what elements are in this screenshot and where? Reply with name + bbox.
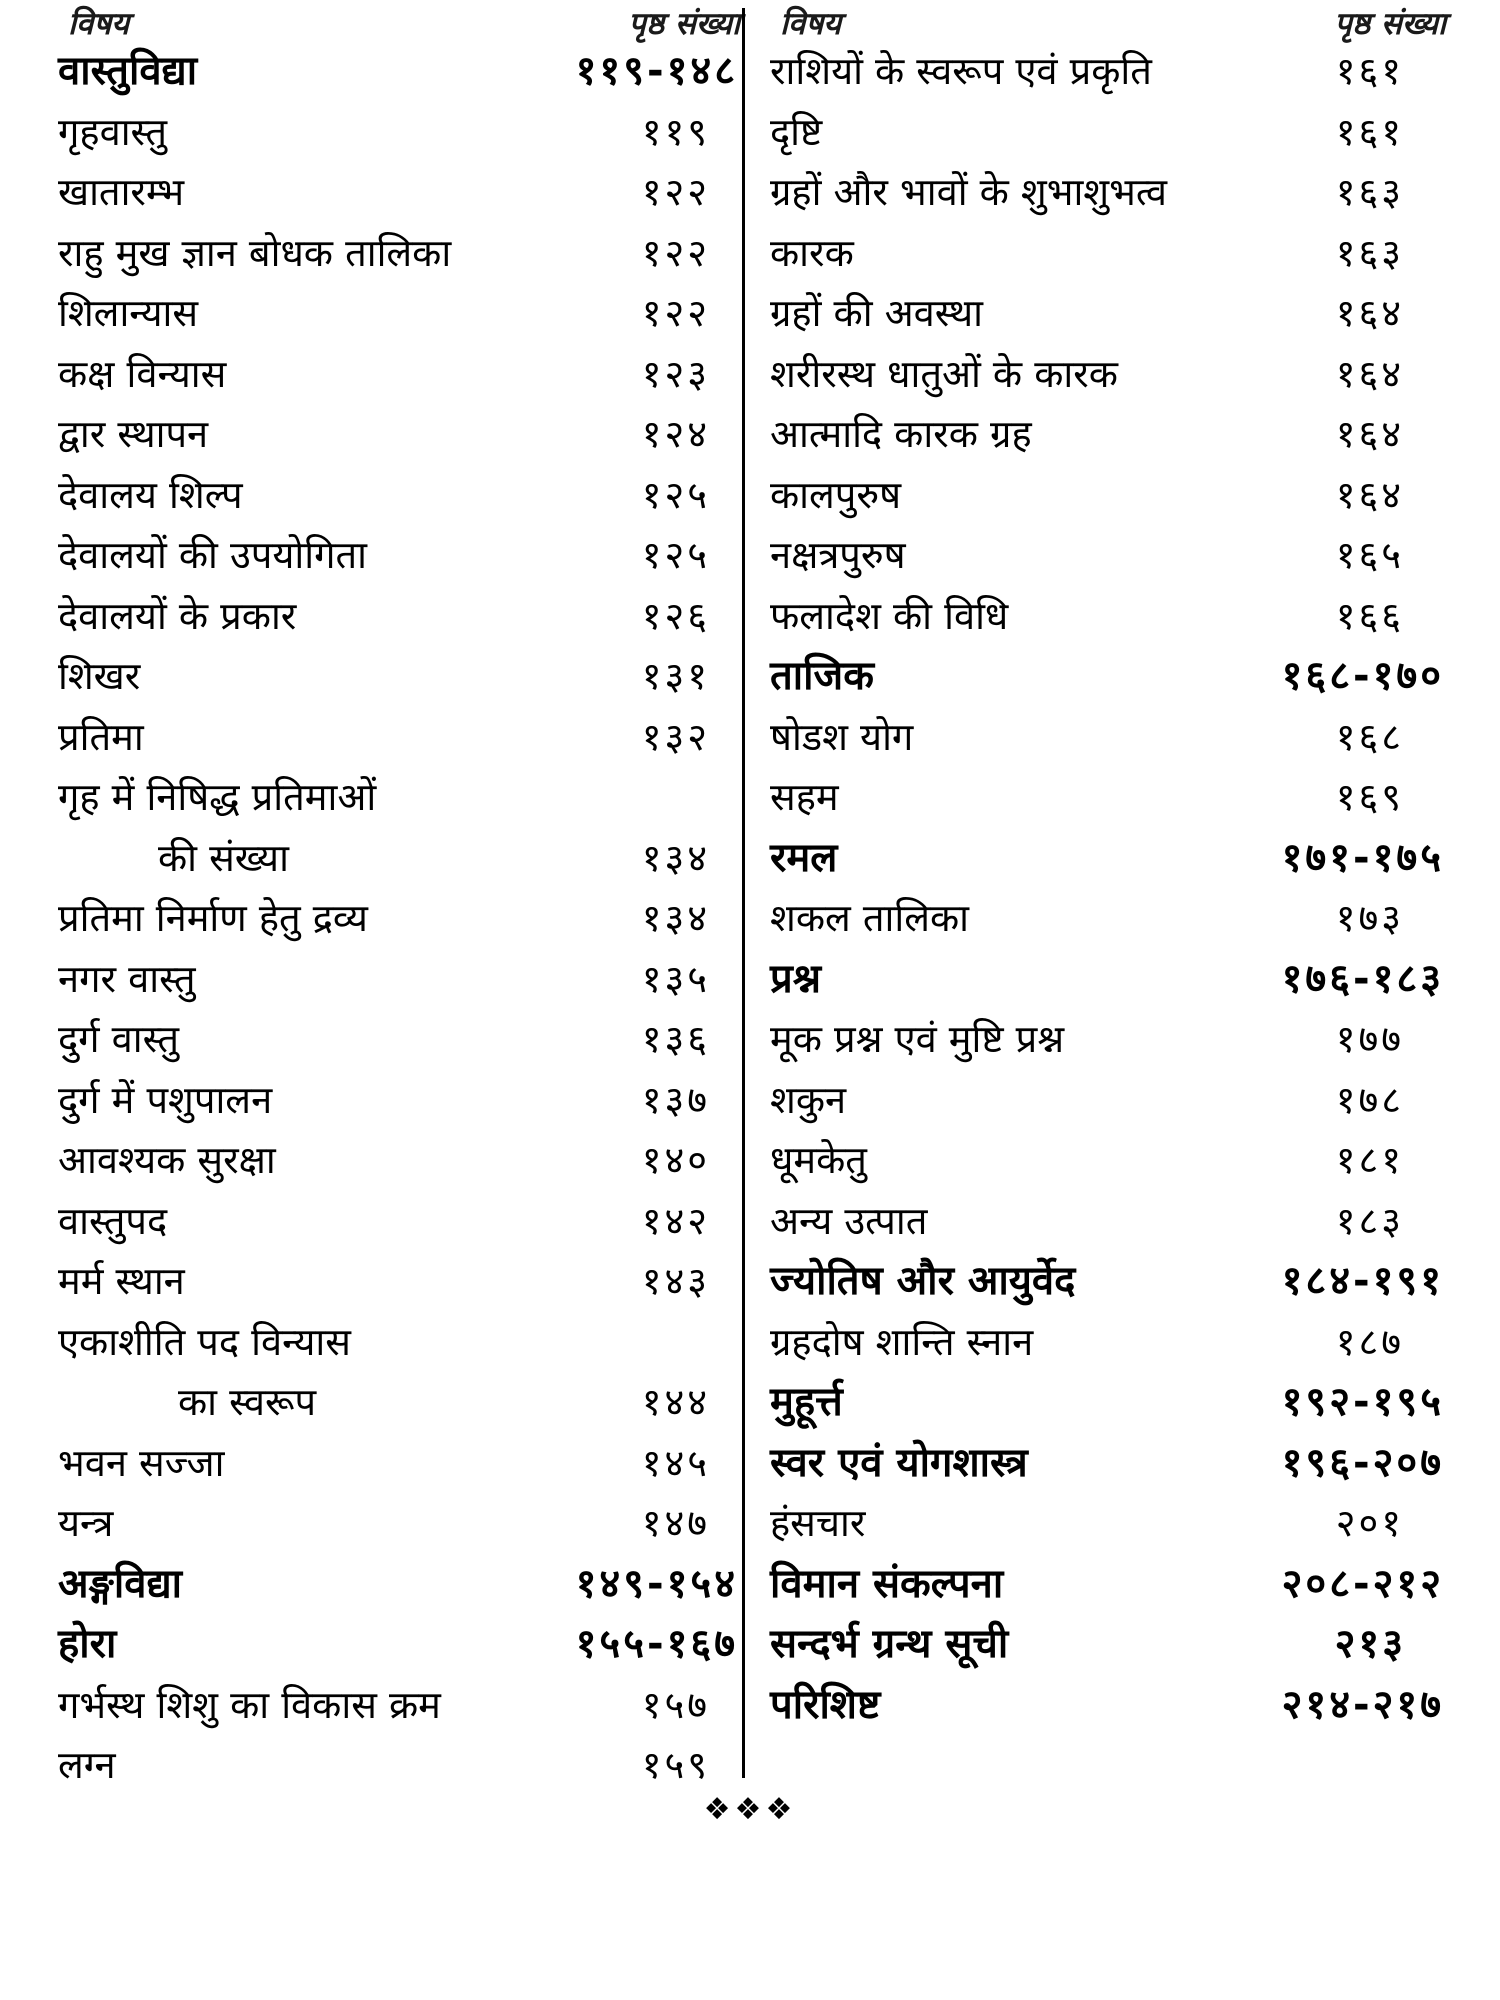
- toc-entry: [770, 1071, 1446, 1129]
- entry-page: २०८-२१२: [1281, 1560, 1444, 1607]
- entry-page: १६८-१७०: [1281, 653, 1444, 699]
- toc-entry: [770, 163, 1446, 221]
- toc-entry: [770, 829, 1446, 887]
- toc-entry: [58, 405, 740, 463]
- entry-title: ग्रहदोष शान्ति स्नान: [770, 1319, 1034, 1364]
- toc-entry: [58, 1676, 740, 1734]
- toc-entry: [58, 587, 740, 645]
- entry-page: १६५: [1335, 533, 1404, 577]
- entry-title: कालपुरुष: [770, 472, 902, 517]
- entry-page: १६१: [1335, 49, 1404, 93]
- entry-title: नक्षत्रपुरुष: [770, 533, 906, 577]
- toc-entry: [770, 1252, 1446, 1310]
- entry-page: १६१: [1335, 109, 1404, 154]
- toc-entry: [58, 1736, 740, 1794]
- toc-entry: [770, 587, 1446, 645]
- entry-page: १६३: [1335, 170, 1404, 214]
- entry-title: शकुन: [770, 1077, 847, 1122]
- entry-page: १३४: [641, 896, 710, 940]
- entry-title: हंसचार: [770, 1501, 866, 1545]
- entry-title: मुहूर्त्त: [770, 1379, 843, 1425]
- toc-entry: [770, 1131, 1446, 1189]
- toc-entry: [58, 1192, 740, 1250]
- entry-page: १२४: [641, 412, 710, 456]
- entry-page: १६९: [1335, 775, 1404, 819]
- entry-title: दृष्टि: [770, 109, 823, 154]
- entry-title: राशियों के स्वरूप एवं प्रकृति: [770, 49, 1152, 93]
- entry-page: १७३: [1335, 896, 1404, 940]
- toc-entry: [58, 1071, 740, 1129]
- entry-title: रमल: [770, 834, 838, 881]
- entry-title: प्रश्न: [770, 955, 822, 1002]
- entry-title: शिलान्यास: [58, 291, 199, 335]
- toc-entry: [770, 950, 1446, 1008]
- toc-entry: [770, 1676, 1446, 1734]
- entry-title: दुर्ग में पशुपालन: [58, 1077, 273, 1122]
- entry-title: का स्वरूप: [178, 1380, 317, 1424]
- entry-title: स्वर एवं योगशास्त्र: [770, 1439, 1028, 1486]
- entry-page: १६६: [1335, 593, 1404, 638]
- entry-title: सहम: [770, 775, 839, 819]
- entry-title: कारक: [770, 230, 854, 275]
- toc-entry: [58, 466, 740, 524]
- toc-entry: [770, 1615, 1446, 1673]
- toc-entry: [58, 284, 740, 342]
- entry-title: प्रतिमा निर्माण हेतु द्रव्य: [58, 896, 368, 940]
- entry-page: १२३: [641, 351, 710, 396]
- column-divider: [742, 8, 745, 1778]
- entry-page: १५९: [641, 1743, 710, 1787]
- entry-title: फलादेश की विधि: [770, 593, 1009, 638]
- toc-entry: [58, 889, 740, 947]
- entry-title: की संख्या: [158, 835, 289, 880]
- toc-entry: [770, 405, 1446, 463]
- entry-page: १६३: [1335, 230, 1404, 275]
- entry-title: ताजिक: [770, 653, 874, 699]
- entry-page: १६४: [1335, 351, 1404, 396]
- entry-page: ११९-१४८: [575, 48, 738, 94]
- entry-page: १८७: [1335, 1319, 1404, 1364]
- entry-page: १३१: [641, 654, 710, 698]
- entry-title: प्रतिमा: [58, 714, 144, 759]
- toc-entry: [58, 224, 740, 282]
- entry-title: शरीरस्थ धातुओं के कारक: [770, 351, 1118, 396]
- entry-title: शिखर: [58, 654, 141, 698]
- entry-page: १९६-२०७: [1281, 1439, 1444, 1486]
- toc-entry: [770, 466, 1446, 524]
- entry-page: १७१-१७५: [1281, 834, 1444, 881]
- entry-title: नगर वास्तु: [58, 956, 196, 1001]
- entry-title: आवश्यक सुरक्षा: [58, 1138, 276, 1182]
- entry-title: देवालयों की उपयोगिता: [58, 533, 368, 577]
- entry-page: १२६: [641, 593, 710, 638]
- entry-page: १३५: [641, 956, 710, 1001]
- toc-entry: [58, 768, 740, 826]
- entry-title: अङ्गविद्या: [58, 1560, 183, 1607]
- entry-title: धूमकेतु: [770, 1138, 867, 1182]
- entry-page: १४३: [641, 1259, 710, 1303]
- entry-title: देवालयों के प्रकार: [58, 593, 297, 638]
- header-subject: विषय: [780, 6, 842, 42]
- toc-entry: [58, 1615, 740, 1673]
- toc-entry: [770, 1313, 1446, 1371]
- entry-title: दुर्ग वास्तु: [58, 1017, 180, 1061]
- entry-page: १४४: [641, 1380, 710, 1424]
- toc-entry: [58, 526, 740, 584]
- entry-page: १२२: [641, 230, 710, 275]
- toc-entry: [58, 1494, 740, 1552]
- entry-title: शकल तालिका: [770, 896, 970, 940]
- entry-page: २१४-२१७: [1281, 1681, 1444, 1728]
- entry-page: १४२: [641, 1198, 710, 1243]
- entry-title: गर्भस्थ शिशु का विकास क्रम: [58, 1682, 441, 1727]
- entry-page: १४०: [641, 1138, 710, 1182]
- entry-page: २१३: [1334, 1621, 1406, 1667]
- toc-entry: [770, 1192, 1446, 1250]
- entry-page: १२५: [641, 472, 710, 517]
- entry-title: सन्दर्भ ग्रन्थ सूची: [770, 1621, 1009, 1667]
- entry-title: भवन सज्जा: [58, 1440, 225, 1485]
- entry-page: १५७: [641, 1682, 710, 1727]
- entry-title: खातारम्भ: [58, 170, 185, 214]
- toc-entry: [770, 526, 1446, 584]
- toc-entry: [58, 1131, 740, 1189]
- entry-title: आत्मादि कारक ग्रह: [770, 412, 1032, 456]
- entry-title: देवालय शिल्प: [58, 472, 243, 517]
- toc-entry: [770, 708, 1446, 766]
- toc-entry: [770, 1373, 1446, 1431]
- toc-entry: [58, 163, 740, 221]
- toc-entry: [770, 224, 1446, 282]
- toc-entry: [770, 768, 1446, 826]
- entry-page: १५५-१६७: [575, 1621, 738, 1667]
- toc-entry: [58, 1252, 740, 1310]
- entry-page: १३४: [641, 835, 710, 880]
- toc-entry: [58, 345, 740, 403]
- entry-page: १६४: [1335, 291, 1404, 335]
- toc-entry: [58, 1555, 740, 1613]
- entry-page: १७७: [1335, 1017, 1404, 1061]
- toc-entry: [58, 647, 740, 705]
- toc-entry: [58, 1313, 740, 1371]
- entry-title: राहु मुख ज्ञान बोधक तालिका: [58, 230, 452, 275]
- header-subject: विषय: [68, 6, 130, 42]
- entry-title: लग्न: [58, 1743, 116, 1787]
- toc-entry: [770, 345, 1446, 403]
- entry-title: एकाशीति पद विन्यास: [58, 1319, 351, 1364]
- entry-title: गृह में निषिद्ध प्रतिमाओं: [58, 775, 377, 819]
- end-ornament: ❖❖❖: [703, 1792, 797, 1827]
- entry-title: विमान संकल्पना: [770, 1560, 1004, 1607]
- entry-page: १७८: [1335, 1077, 1404, 1122]
- toc-entry: [770, 889, 1446, 947]
- entry-title: द्वार स्थापन: [58, 412, 209, 456]
- toc-entry: [770, 1555, 1446, 1613]
- entry-title: मूक प्रश्न एवं मुष्टि प्रश्न: [770, 1017, 1065, 1061]
- toc-entry: [770, 1434, 1446, 1492]
- toc-entry: [770, 284, 1446, 342]
- entry-page: १३२: [641, 714, 710, 759]
- entry-title: कक्ष विन्यास: [58, 351, 227, 396]
- entry-title: अन्य उत्पात: [770, 1198, 928, 1243]
- header-page-number: पृष्ठ संख्या: [1334, 6, 1446, 42]
- entry-page: १२२: [641, 291, 710, 335]
- entry-title: षोडश योग: [770, 714, 914, 759]
- toc-entry: [58, 103, 740, 161]
- header-page-number: पृष्ठ संख्या: [628, 6, 740, 42]
- entry-page: १३६: [641, 1017, 710, 1061]
- toc-entry: [770, 1494, 1446, 1552]
- entry-title: वास्तुपद: [58, 1198, 168, 1243]
- entry-page: १४९-१५४: [575, 1560, 738, 1607]
- entry-page: १८४-१९१: [1281, 1258, 1444, 1304]
- entry-page: १८३: [1335, 1198, 1404, 1243]
- entry-page: ११९: [641, 109, 710, 154]
- entry-title: गृहवास्तु: [58, 109, 167, 154]
- toc-entry: [58, 950, 740, 1008]
- entry-title: ज्योतिष और आयुर्वेद: [770, 1258, 1076, 1304]
- entry-page: १८१: [1335, 1138, 1404, 1182]
- entry-title: ग्रहों की अवस्था: [770, 291, 983, 335]
- entry-page: २०१: [1335, 1501, 1404, 1545]
- entry-page: १७६-१८३: [1281, 955, 1444, 1002]
- toc-entry: [58, 1434, 740, 1492]
- toc-entry: [58, 1373, 740, 1431]
- entry-page: १४७: [641, 1501, 710, 1545]
- toc-entry: [770, 1010, 1446, 1068]
- entry-title: मर्म स्थान: [58, 1259, 185, 1303]
- entry-title: परिशिष्ट: [770, 1681, 881, 1728]
- toc-entry: [770, 42, 1446, 100]
- entry-page: १६४: [1335, 472, 1404, 517]
- entry-title: होरा: [58, 1621, 117, 1667]
- entry-page: १३७: [641, 1077, 710, 1122]
- toc-entry: [58, 1010, 740, 1068]
- entry-title: ग्रहों और भावों के शुभाशुभत्व: [770, 170, 1168, 214]
- entry-title: वास्तुविद्या: [58, 48, 198, 94]
- toc-entry: [58, 708, 740, 766]
- entry-page: १९२-१९५: [1281, 1379, 1444, 1425]
- toc-entry: [770, 103, 1446, 161]
- entry-page: १६४: [1335, 412, 1404, 456]
- toc-entry: [58, 42, 740, 100]
- entry-title: यन्त्र: [58, 1501, 114, 1545]
- entry-page: १६८: [1335, 714, 1404, 759]
- entry-page: १४५: [641, 1440, 710, 1485]
- toc-entry: [770, 647, 1446, 705]
- entry-page: १२२: [641, 170, 710, 214]
- toc-entry: [58, 829, 740, 887]
- entry-page: १२५: [641, 533, 710, 577]
